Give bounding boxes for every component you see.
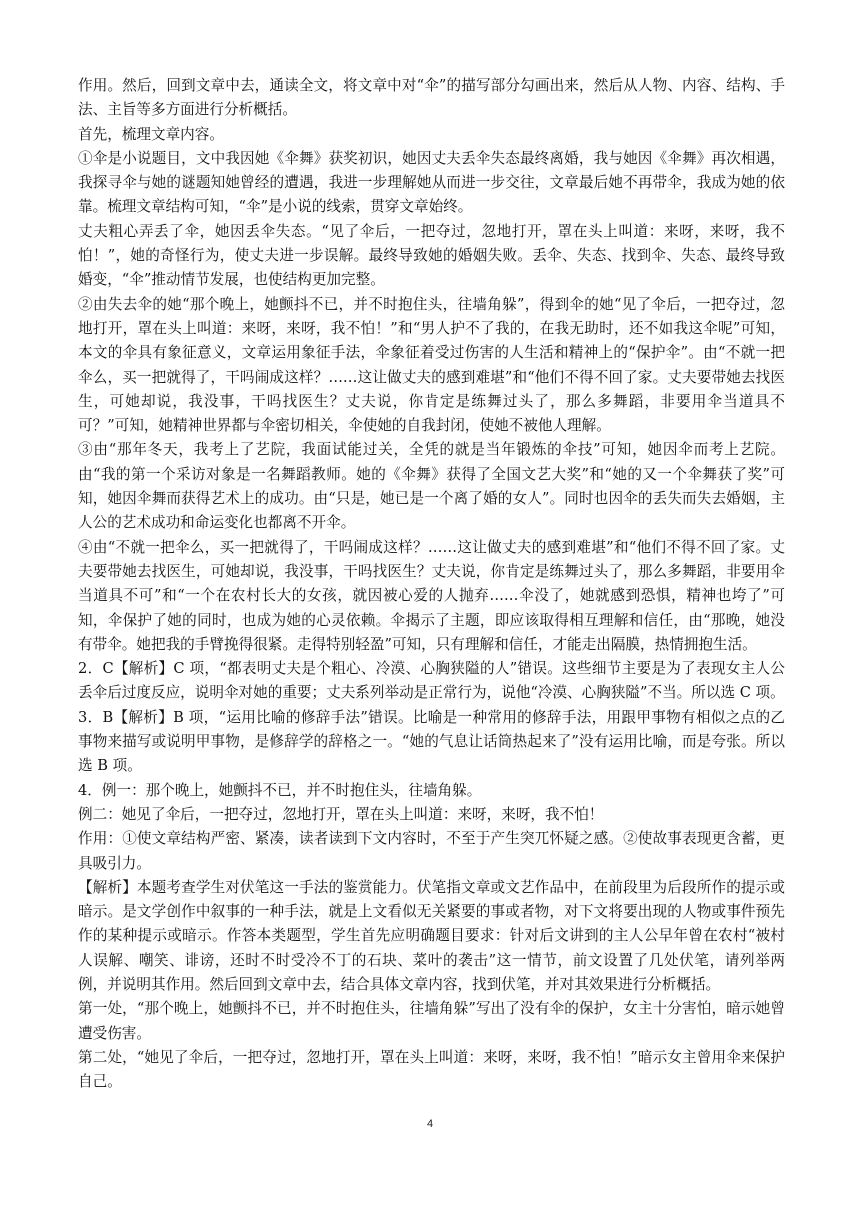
analysis-paragraph: 【解析】本题考查学生对伏笔这一手法的鉴赏能力。伏笔指文章或文艺作品中，在前段里为后段所作的提示或暗示。是文学创作中叙事的一种手法，就是上文看似无关紧要的事或者物，对下文将要出现的人物或事件预先作的某种提示或暗示。作答本类题型，学生首先应明确题目要求：针对后文讲到的主人公早年曾在农村“被村人误解、嘲笑、诽谤，还时不时受冷不丁的石块、菜叶的袭击”这一情节，前文设置了几处伏笔，请列举两例，并说明其作用。然后回到文章中去，结合具体文章内容，找到伏笔，并对其效果进行分析概括。	[78, 878, 785, 993]
document-body	[78, 74, 785, 1094]
paragraph: 作用：①使文章结构严密、紧凑，读者读到下文内容时，不至于产生突兀怀疑之感。②使故事表现更含蓄，更具吸引力。	[78, 830, 785, 872]
paragraph: ②由失去伞的她“那个晚上，她颤抖不已，并不时抱住头，往墙角躲”，得到伞的她“见了伞后，一把夺过，忽地打开，罩在头上叫道：来呀，来呀，我不怕！”和“男人护不了我的，在我无助时，还不如我这伞呢”可知，本文的伞具有象征意义，文章运用象征手法，伞象征着受过伤害的人生活和精神上的“保护伞”。由“不就一把伞么，买一把就得了，干吗闹成这样？……这让做丈夫的感到难堪”和“他们不得不回了家。丈夫要带她去找医生，可她却说，我没事，干吗找医生？丈夫说，你肯定是练舞过头了，那么多舞蹈，非要用伞当道具不可？”可知，她精神世界都与伞密切相关，伞使她的自我封闭，使她不被他人理解。	[78, 295, 785, 435]
paragraph: ④由“不就一把伞么，买一把就得了，干吗闹成这样？……这让做丈夫的感到难堪”和“他们不得不回了家。丈夫要带她去找医生，可她却说，我没事，干吗找医生？丈夫说，你肯定是练舞过头了，那么多舞蹈，非要用伞当道具不可”和“一个在农村长大的女孩，就因被心爱的人抛弃……伞没了，她就感到恐惧，精神也垮了”可知，伞保护了她的同时，也成为她的心灵依赖。伞揭示了主题，即应该取得相互理解和信任，由“那晚，她没有带伞。她把我的手臂挽得很紧。走得特别轻盈”可知，只有理解和信任，才能走出隔膜，热情拥抱生活。	[78, 538, 785, 653]
answer-2: 2．C【解析】C 项，“都表明丈夫是个粗心、冷漠、心胸狭隘的人”错误。这些细节主要是为了表现女主人公丢伞后过度反应，说明伞对她的重要；丈夫系列举动是正常行为，说他“冷漠、心胸狭隘”不当。所以选 C 项。	[78, 660, 785, 702]
paragraph: 例二：她见了伞后，一把夺过，忽地打开，罩在头上叫道：来呀，来呀，我不怕！	[78, 805, 604, 823]
paragraph: 第一处，“那个晚上，她颤抖不已，并不时抱住头，往墙角躲”写出了没有伞的保护，女主十分害怕，暗示她曾遭受伤害。	[78, 1000, 785, 1042]
paragraph: 丈夫粗心弄丢了伞，她因丢伞失态。“见了伞后，一把夺过，忽地打开，罩在头上叫道：来呀，来呀，我不怕！”，她的奇怪行为，使丈夫进一步误解。最终导致她的婚姻失败。丢伞、失态、找到伞、失态、最终导致婚变，“伞”推动情节发展，也使结构更加完整。	[78, 222, 785, 289]
page-number: 4	[426, 1118, 434, 1130]
paragraph: ①伞是小说题目，文中我因她《伞舞》获奖初识，她因丈夫丢伞失态最终离婚，我与她因《伞舞》再次相遇，我探寻伞与她的谜题知她曾经的遭遇，我进一步理解她从而进一步交往，文章最后她不再带伞，我成为她的依靠。梳理文章结构可知，“伞”是小说的线索，贯穿文章始终。	[78, 149, 785, 216]
answer-3: 3．B【解析】B 项，“运用比喻的修辞手法”错误。比喻是一种常用的修辞手法，用跟甲事物有相似之点的乙事物来描写或说明甲事物，是修辞学的辞格之一。“她的气息让话筒热起来了”没有运用比喻，而是夸张。所以选 B 项。	[78, 708, 785, 775]
paragraph: 首先，梳理文章内容。	[78, 125, 224, 143]
paragraph: 第二处，“她见了伞后，一把夺过，忽地打开，罩在头上叫道：来呀，来呀，我不怕！”暗示女主曾用伞来保护自己。	[78, 1048, 785, 1091]
answer-4: 4．例一：那个晚上，她颤抖不已，并不时抱住头，往墙角躲。	[78, 781, 482, 799]
paragraph: 作用。然后，回到文章中去，通读全文，将文章中对“伞”的描写部分勾画出来，然后从人物、内容、结构、手法、主旨等多方面进行分析概括。	[78, 77, 785, 119]
paragraph: ③由“那年冬天，我考上了艺院，我面试能过关，全凭的就是当年锻炼的伞技”可知，她因伞而考上艺院。由“我的第一个采访对象是一名舞蹈教师。她的《伞舞》获得了全国文艺大奖”和“她的又一个伞舞获了奖”可知，她因伞舞而获得艺术上的成功。由“只是，她已是一个离了婚的女人”。同时也因伞的丢失而失去婚姻，主人公的艺术成功和命运变化也都离不开伞。	[78, 441, 785, 532]
